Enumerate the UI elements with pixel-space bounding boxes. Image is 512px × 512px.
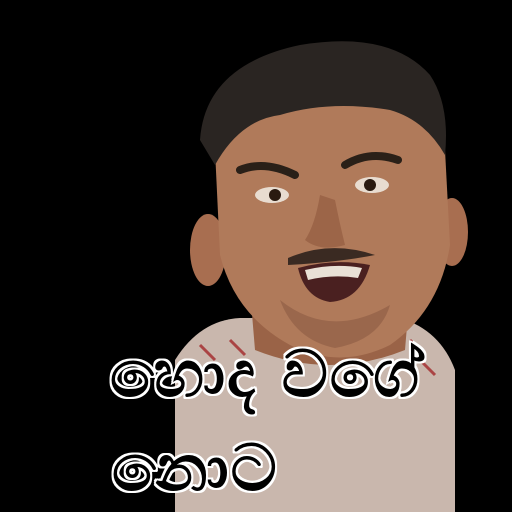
caption-text-line-1: හොද වගේ [110,338,422,412]
right-pupil [364,179,376,191]
caption-text-line-2: නොට [112,432,279,506]
left-pupil [269,189,281,201]
